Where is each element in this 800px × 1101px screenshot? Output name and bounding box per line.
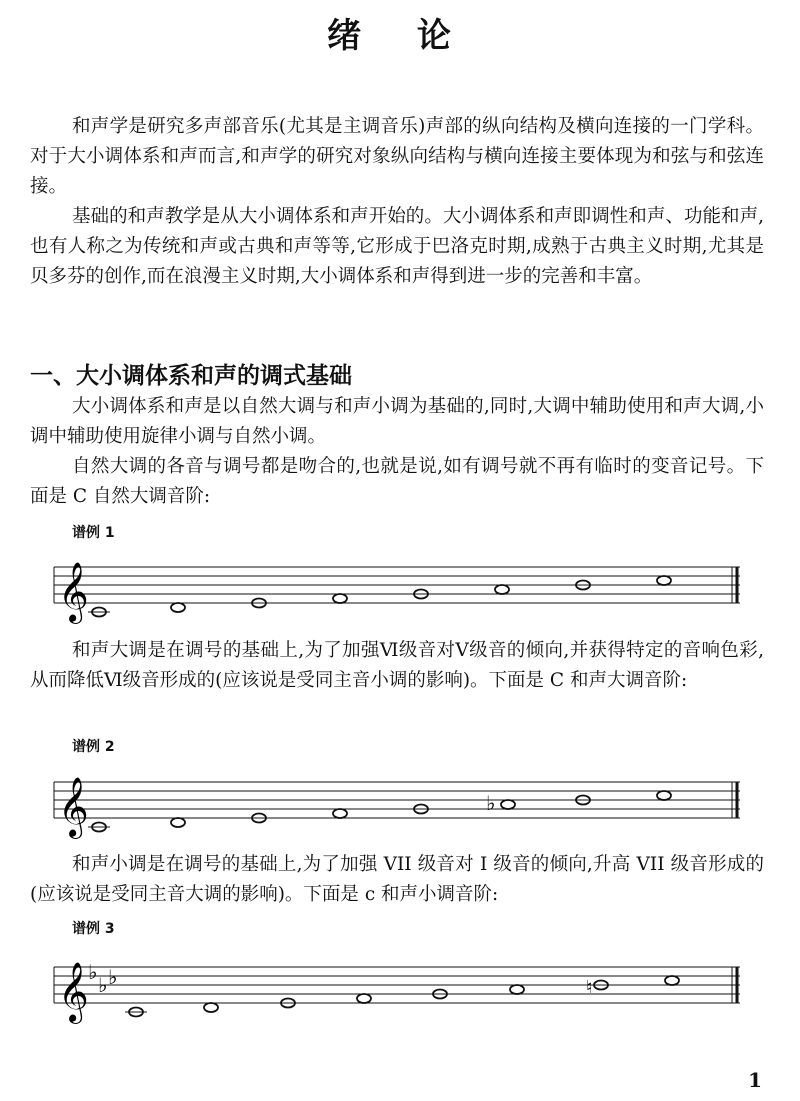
note: [204, 1003, 218, 1012]
treble-clef-icon: 𝄞: [58, 777, 89, 837]
example-3-label: 谱例 3: [72, 921, 115, 937]
example-2-staff: [48, 770, 748, 840]
section-paragraph-1: 大小调体系和声是以自然大调与和声小调为基础的,同时,大调中辅助使用和声大调,小调中辅助使用旋律小调与自然小调。: [30, 396, 764, 447]
note: [510, 985, 524, 994]
section-paragraph-2: 自然大调的各音与调号都是吻合的,也就是说,如有调号就不再有临时的变音记号。下面是 C 自然大调音阶:: [30, 456, 764, 507]
example-2-label: 谱例 2: [72, 739, 115, 755]
intro-paragraph-2: 基础的和声教学是从大小调体系和声开始的。大小调体系和声即调性和声、功能和声,也有人称之为传统和声或古典和声等等,它形成于巴洛克时期,成熟于古典主义时期,尤其是贝多芬的创作,而在浪漫主义时期,大小调体系和声得到进一步的完善和丰富。: [30, 206, 764, 287]
note: [665, 976, 679, 985]
note: [333, 809, 347, 818]
intro-paragraph-1: 和声学是研究多声部音乐(尤其是主调音乐)声部的纵向结构及横向连接的一门学科。对于大小调体系和声而言,和声学的研究对象纵向结构与横向连接主要体现为和弦与和弦连接。: [30, 116, 764, 197]
note: [657, 791, 671, 800]
section-heading: 一、大小调体系和声的调式基础: [30, 363, 352, 389]
example-3-staff: [48, 955, 748, 1025]
natural-icon: ♮: [586, 977, 593, 998]
section-paragraph-4: 和声小调是在调号的基础上,为了加强 VII 级音对 I 级音的倾向,升高 VII 级音形成的(应该说是受同主音大调的影响)。下面是 c 和声小调音阶:: [30, 854, 764, 905]
section-paragraph-3: 和声大调是在调号的基础上,为了加强Ⅵ级音对Ⅴ级音的倾向,并获得特定的音响色彩,从而降低Ⅵ级音形成的(应该说是受同主音小调的影响)。下面是 C 和声大调音阶:: [30, 640, 764, 691]
svg-text:♭: ♭: [98, 973, 108, 997]
page-title: 绪 论: [327, 16, 473, 56]
note: [333, 594, 347, 603]
treble-clef-icon: 𝄞: [58, 962, 89, 1022]
note: [171, 603, 185, 612]
treble-clef-icon: 𝄞: [58, 562, 89, 622]
flat-icon: ♭: [486, 791, 496, 815]
svg-text:♭: ♭: [108, 965, 118, 989]
example-1-label: 谱例 1: [72, 525, 115, 541]
example-1-staff: [48, 555, 748, 625]
note: [501, 800, 515, 809]
note: [171, 818, 185, 827]
svg-text:♭: ♭: [88, 960, 98, 984]
note: [495, 585, 509, 594]
key-signature: [88, 960, 117, 997]
note: [657, 576, 671, 585]
note: [357, 994, 371, 1003]
page-number: 1: [748, 1068, 762, 1092]
